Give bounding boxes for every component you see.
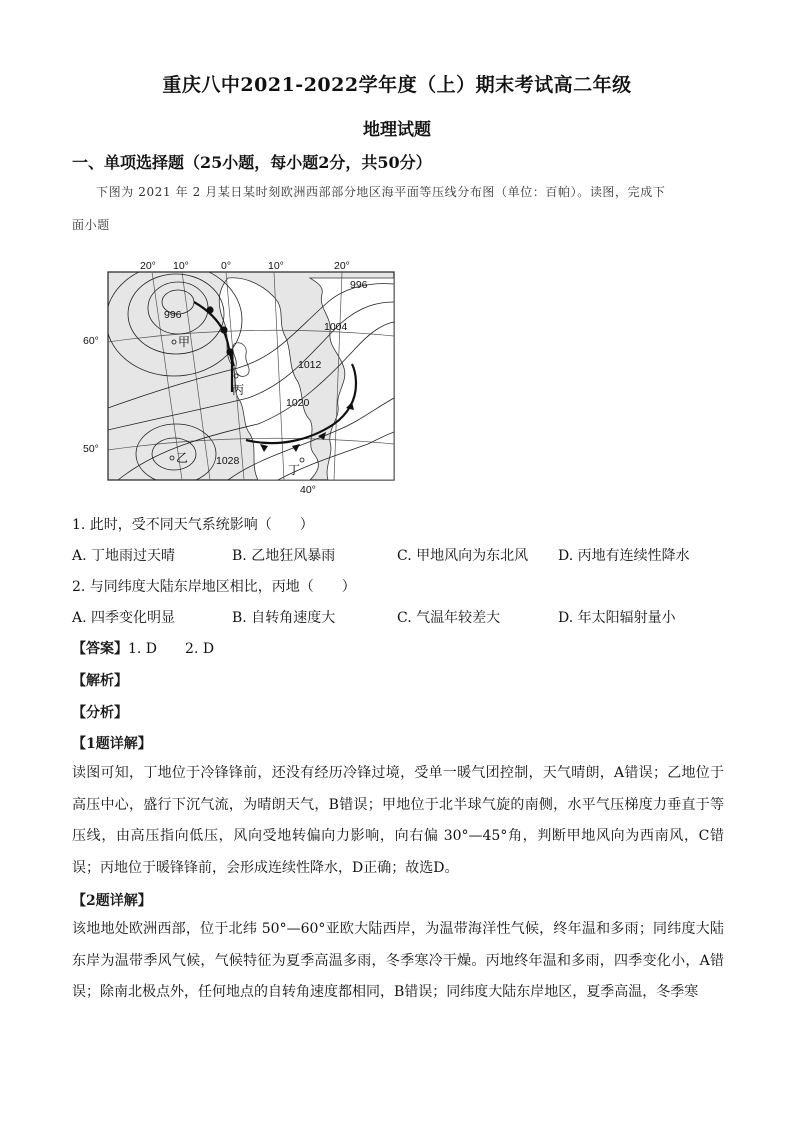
q1-option-b[interactable]: B. 乙地狂风暴雨 (232, 548, 336, 564)
q2-option-b[interactable]: B. 自转角速度大 (232, 610, 336, 626)
intro-line-2: 面小题 (72, 218, 110, 232)
bottom-label-40: 40° (300, 484, 316, 496)
lon-label-10e: 10° (268, 260, 284, 272)
lon-label-20w: 20° (140, 260, 156, 272)
q2-option-d[interactable]: D. 年太阳辐射量小 (558, 610, 676, 626)
section-heading: 一、单项选择题（25小题，每小题2分，共50分） (72, 153, 432, 172)
q2-option-c[interactable]: C. 气温年较差大 (397, 610, 501, 626)
isobar-map (78, 258, 418, 498)
isobar-1012: 1012 (298, 359, 322, 371)
question-2-stem: 2. 与同纬度大陆东岸地区相比，丙地（ ） (72, 579, 356, 595)
q1-option-c[interactable]: C. 甲地风向为东北风 (397, 548, 529, 564)
analysis-label: 【解析】 (72, 673, 128, 689)
isobar-1028: 1028 (216, 455, 240, 467)
lat-label-50: 50° (83, 443, 99, 455)
place-jia: 甲 (178, 335, 191, 349)
fenxi-label: 【分析】 (72, 705, 128, 721)
answer-line (72, 638, 214, 658)
lon-label-0: 0° (221, 260, 232, 272)
lat-label-60: 60° (83, 335, 99, 347)
question-1-stem: 1. 此时，受不同天气系统影响（ ） (72, 517, 314, 533)
q2-detail-heading: 【2题详解】 (72, 893, 152, 909)
q1-detail-heading: 【1题详解】 (72, 736, 152, 752)
isobar-map-figure (78, 258, 418, 498)
place-bing: 丙 (232, 383, 245, 397)
q1-option-d[interactable]: D. 丙地有连续性降水 (558, 548, 690, 564)
q2-detail-text: 该地地处欧洲西部，位于北纬 50°—60°亚欧大陆西岸，为温带海洋性气候，终年温和多雨；同纬度大陆东岸为温带季风气候，气候特征为夏季高温多雨，冬季寒冷干燥。丙地终年温和多雨，四季变化小，A错误；除南北极点外，任何地点的自转角速度都相同，B错误；同纬度大陆东岸地区，夏季高温，冬季寒 (72, 921, 724, 1000)
place-yi: 乙 (176, 451, 189, 465)
isobar-996-left: 996 (164, 309, 182, 321)
isobar-1004: 1004 (324, 321, 348, 333)
place-ding: 丁 (288, 463, 301, 477)
lon-label-10w: 10° (173, 260, 189, 272)
isobar-1020: 1020 (286, 397, 310, 409)
isobar-996-right: 996 (350, 279, 368, 291)
lon-label-20e: 20° (334, 260, 350, 272)
intro-line-1: 下图为 2021 年 2 月某日某时刻欧洲西部部分地区海平面等压线分布图（单位：百帕）。读图，完成下 (96, 185, 666, 199)
q1-option-a[interactable]: A. 丁地雨过天晴 (72, 548, 176, 564)
q1-detail-text: 读图可知，丁地位于冷锋锋前，还没有经历冷锋过境，受单一暖气团控制，天气晴朗，A错误；乙地位于高压中心，盛行下沉气流，为晴朗天气，B错误；甲地位于北半球气旋的南侧，水平气压梯度力垂直于等压线，由高压指向低压，风向受地转偏向力影响，向右偏 30°—45°角，判断甲地风向为西南风，C错误；丙地位于暖锋锋前，会形成连续性降水，D正确；故选D。 (72, 765, 724, 876)
exam-subject: 地理试题 (363, 120, 431, 140)
answer-value: 1. D 2. D (128, 641, 215, 657)
answer-label: 【答案】 (72, 641, 128, 657)
q2-option-a[interactable]: A. 四季变化明显 (72, 610, 176, 626)
exam-title: 重庆八中2021-2022学年度（上）期末考试高二年级 (162, 74, 632, 96)
